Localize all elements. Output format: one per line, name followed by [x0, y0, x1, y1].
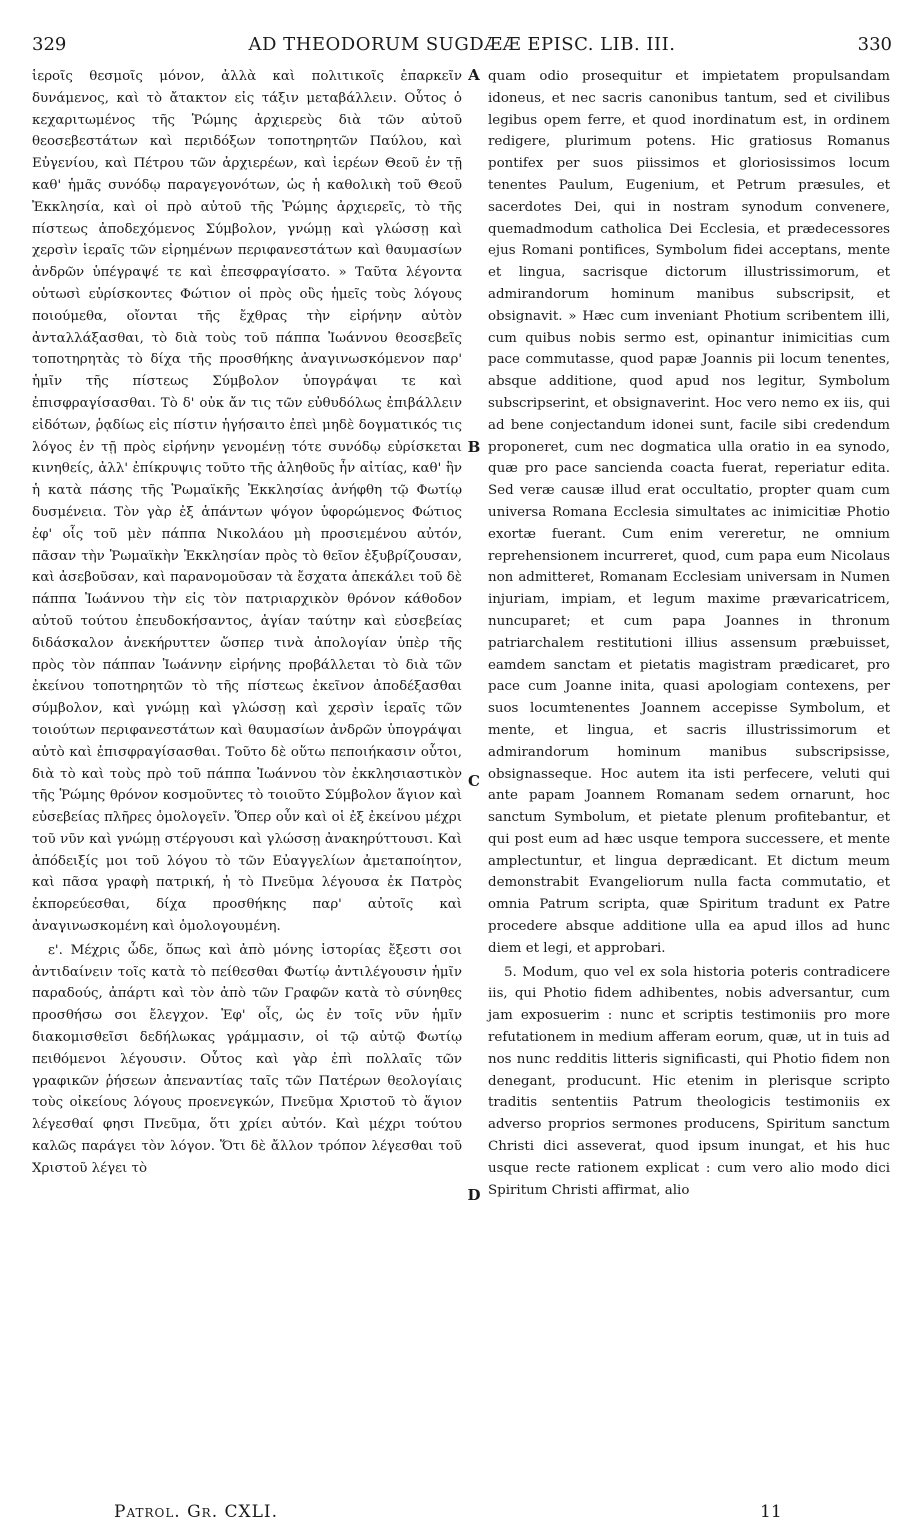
running-title: AD THEODORUM SUGDÆÆ EPISC. LIB. III. [248, 34, 676, 55]
latin-column [488, 66, 890, 1201]
page-number-right: 330 [857, 34, 892, 55]
page-header [32, 34, 892, 60]
margin-letter-d: D [467, 1186, 481, 1204]
footer-signature: Patrol. Gr. CXLI. [114, 1502, 279, 1522]
greek-paragraph-2: ε'. Μέχρις ὧδε, ὅπως καὶ ἀπὸ μόνης ἱστορίας ἔξεστι σοι ἀντιδαίνειν τοῖς κατὰ τὸ πείθεσθαι Φωτίῳ ἀντιλέγουσιν ἡμῖν παραδούς, ἀπάρτι καὶ τὸν ἀπὸ τῶν Γραφῶν κατὰ τὸ σύνηθες προσθήσω σοι ἔλεγχον. Ἐφ' οἷς, ὡς ἐν τοῖς νῦν ἡμῖν διακομισθεῖσι δεδήλωκας γράμμασιν, οἱ τῷ αὐτῷ Φωτίῳ πειθόμενοι λέγουσιν. Οὗτος καὶ γὰρ ἐπὶ πολλαῖς τῶν γραφικῶν ῥήσεων ἀπεναντίας ταῖς τῶν Πατέρων θεολογίαις τοὺς οἰκείους λόγους προενεγκών, Πνεῦμα Χριστοῦ τὸ ἅγιον λέγεσθαί φησι Πνεῦμα, ὅτι χρίει αὐτόν. Καὶ μέχρι τούτου καλῶς παράγει τὸν λόγον. Ὅτι δὲ ἄλλον τρόπον λέγεσθαι τοῦ Χριστοῦ λέγει τὸ [32, 942, 462, 1176]
footer-sheet-number: 11 [760, 1502, 782, 1522]
margin-letter-a: A [468, 66, 480, 84]
latin-paragraph-1: quam odio prosequitur et impietatem propulsandam idoneus, et nec sacris canonibus tantum, sed et civilibus legibus opem ferre, et quod inordinatum est, in ordinem redigere, plurimum potens. Hic gratiosus Romanus pontifex per suos piissimos et gloriosissimos locum tenentes Paulum, Eugenium, et Petrum præsules, et sacerdotes Dei, qui in nostram synodum convenere, quemadmodum catholica Dei Ecclesia, et prædecessores ejus Romani pontifices, Symbolum fidei acceptans, mente et lingua, sacrisque dictorum illustrissimorum, et admirandorum hominum manibus subscripsit, et obsignavit. » Hæc cum inveniant Photium scribentem illi, cum quibus nobis sermo est, opinantur inimicitias cum pace commutasse, quod papæ Joannis pii locum tenentes, absque additione, quod apud nos legitur, Symbolum subscripserint, et obsignaverint. Hoc vero nemo ex iis, qui ad bene conjectandum idonei sunt, facile sibi credendum proponeret, cum nec dogmatica ulla oratio in ea synodo, quæ pro pace sancienda coacta fuerat, reperiatur edita. Sed veræ causæ illud erat occultatio, propter quam cum universa Romana Ecclesia simultates ac inimicitiæ Photio exortæ fuerant. Cum enim vereretur, ne omnium reprehensionem incurreret, quod, cum papa eum Nicolaus non admitteret, Romanam Ecclesiam universam in Numen injuriam, impiam, et legum maxime prævaricatricem, nuncuparet; et cum papa Joannes in thronum patriarchalem restitutioni illius assensum præbuisset, eamdem sanctam et pietatis magistram prædicaret, pro pace cum Joanne inita, quasi apologiam contexens, per suos locumtenentes Joannem accepisse Symbolum, et mente, et lingua, et sacris illustrissimorum et admirandorum hominum manibus subscripsisse, obsignasseque. Hoc autem ita isti perfecere, veluti qui ante papam Joannem Romanam sedem ornarunt, hoc sanctum Symbolum, et pietate plenum profitebantur, et qui post eum ad hæc usque tempora successere, et mente amplectuntur, et lingua deprædicant. Et dictum meum demonstrabit Evangeliorum nulla facta commutatio, et omnia Patrum scripta, quæ Spiritum tradunt ex Patre procedere absque additione ulla ea apud illos ad hunc diem et legi, et approbari. [488, 69, 890, 956]
page-number-left: 329 [32, 34, 67, 55]
greek-column [32, 66, 462, 1180]
margin-letter-c: C [468, 772, 480, 790]
greek-paragraph-1: ἱεροῖς θεσμοῖς μόνον, ἀλλὰ καὶ πολιτικοῖς ἐπαρκεῖν δυνάμενος, καὶ τὸ ἄτακτον εἰς τάξιν μεταβάλλειν. Οὗτος ὁ κεχαριτωμένος τῆς Ῥώμης ἀρχιερεὺς διὰ τῶν αὐτοῦ θεοσεβεστάτων καὶ περιδόξων τοποτηρητῶν Παύλου, καὶ Εὐγενίου, καὶ Πέτρου τῶν ἀρχιερέων, καὶ ἱερέων Θεοῦ ἐν τῇ καθ' ἡμᾶς συνόδῳ παραγεγονότων, ὡς ἡ καθολικὴ τοῦ Θεοῦ Ἐκκλησία, καὶ οἱ πρὸ αὐτοῦ τῆς Ῥώμης ἀρχιερεῖς, τὸ τῆς πίστεως ἀποδεχόμενος Σύμβολον, γνώμῃ καὶ γλώσσῃ καὶ χερσὶν ἱεραῖς τῶν εἰρημένων περιφανεστάτων καὶ θαυμασίων ἀνδρῶν ὑπέγραψέ τε καὶ ἐπεσφραγίσατο. » Ταῦτα λέγοντα οὑτωσὶ εὑρίσκοντες Φώτιον οἱ πρὸς οὓς ἡμεῖς τοὺς λόγους ποιούμεθα, οἴονται τῆς ἔχθρας τὴν εἰρήνην αὐτὸν ἀνταλλάξασθαι, τὸ διὰ τοὺς τοῦ πάππα Ἰωάννου θεοσεβεῖς τοποτηρητὰς τὸ δίχα τῆς προσθήκης ἀναγινωσκόμενον παρ' ἡμῖν τῆς πίστεως Σύμβολον ὑπογράψαι τε καὶ ἐπισφραγίσασθαι. Τὸ δ' οὐκ ἄν τις τῶν εὐθυδόλως ἐπιβάλλειν εἰδότων, ῥᾳδίως εἰς πίστιν ἡγήσαιτο ἐπεὶ μηδὲ δογματικός τις λόγος ἐν τῇ πρὸς εἰρήνην γενομένῃ τότε συνόδῳ εὑρίσκεται κινηθείς, ἀλλ' ἐπίκρυψις τοῦτο τῆς ἀληθοῦς ἦν αἰτίας, καθ' ἣν ἡ κατὰ πάσης τῆς Ῥωμαϊκῆς Ἐκκλησίας ἀνήφθη τῷ Φωτίῳ δυσμένεια. Τὸν γὰρ ἐξ ἁπάντων ψόγον ὑφορώμενος Φώτιος ἐφ' οἷς τοῦ μὲν πάππα Νικολάου μὴ προσιεμένου αὐτόν, πᾶσαν τὴν Ῥωμαϊκὴν Ἐκκλησίαν πρὸς τὸ θεῖον ἐξυβρίζουσαν, καὶ ἀσεβοῦσαν, καὶ παρανομοῦσαν τὰ ἔσχατα ἀπεκάλει τοῦ δὲ πάππα Ἰωάννου τὴν εἰς τὸν πατριαρχικὸν θρόνον κάθοδον αὐτοῦ τούτου ἐπευδοκήσαντος, ἁγίαν ταύτην καὶ εὐσεβείας διδάσκαλον ἀνεκήρυττεν ὥσπερ τινὰ ἀπολογίαν ὑπὲρ τῆς πρὸς τὸν πάππαν Ἰωάννην εἰρήνης προβάλλεται τὸ διὰ τῶν ἐκείνου τοποτηρητῶν τὸ τῆς πίστεως ἐκεῖνον ἀποδέξασθαι σύμβολον, καὶ γνώμῃ καὶ γλώσσῃ καὶ χερσὶν ἱεραῖς τῶν τοιούτων περιφανεστάτων καὶ θαυμασίων ἀνδρῶν ὑπογράψαι αὐτὸ καὶ ἐπισφραγίσασθαι. Τοῦτο δὲ οὕτω πεποιήκασιν οὗτοι, διὰ τὸ καὶ τοὺς πρὸ τοῦ πάππα Ἰωάννου τὸν ἐκκλησιαστικὸν τῆς Ῥώμης θρόνον κοσμοῦντες τὸ τοιοῦτο Σύμβολον ἅγιον καὶ εὐσεβείας πλῆρες ὁμολογεῖν. Ὅπερ οὖν καὶ οἱ ἐξ ἐκείνου μέχρι τοῦ νῦν καὶ γνώμῃ στέργουσι καὶ γλώσσῃ ἀνακηρύττουσι. Καὶ ἀπόδειξίς μοι τοῦ λόγου τὸ τῶν Εὐαγγελίων ἀμεταποίητον, καὶ πᾶσα γραφὴ πατρική, ἡ τὸ Πνεῦμα λέγουσα ἐκ Πατρὸς ἐκπορεύεσθαι, δίχα προσθήκης παρ' αὐτοῖς καὶ ἀναγινωσκομένη καὶ ὁμολογουμένη. [32, 69, 462, 935]
margin-letter-b: B [467, 438, 481, 456]
latin-paragraph-2: 5. Modum, quo vel ex sola historia poteris contradicere iis, qui Photio fidem adhibentes, nobis adversantur, cum jam exposuerim : nunc et scriptis testimoniis pro more refutationem in medium afferam eorum, quæ, ut in tuis ad nos nunc redditis litteris significasti, qui Photio fidem non denegant, producunt. Hic etenim in plerisque scripto traditis sententiis Patrum theologicis testimoniis ex adverso proprios sermones producens, Spiritum sanctum Christi dici asseverat, quod ipsum inungat, et his huc usque recte rationem explicat : cum vero alio modo dici Spiritum Christi affirmat, alio [488, 964, 890, 1198]
